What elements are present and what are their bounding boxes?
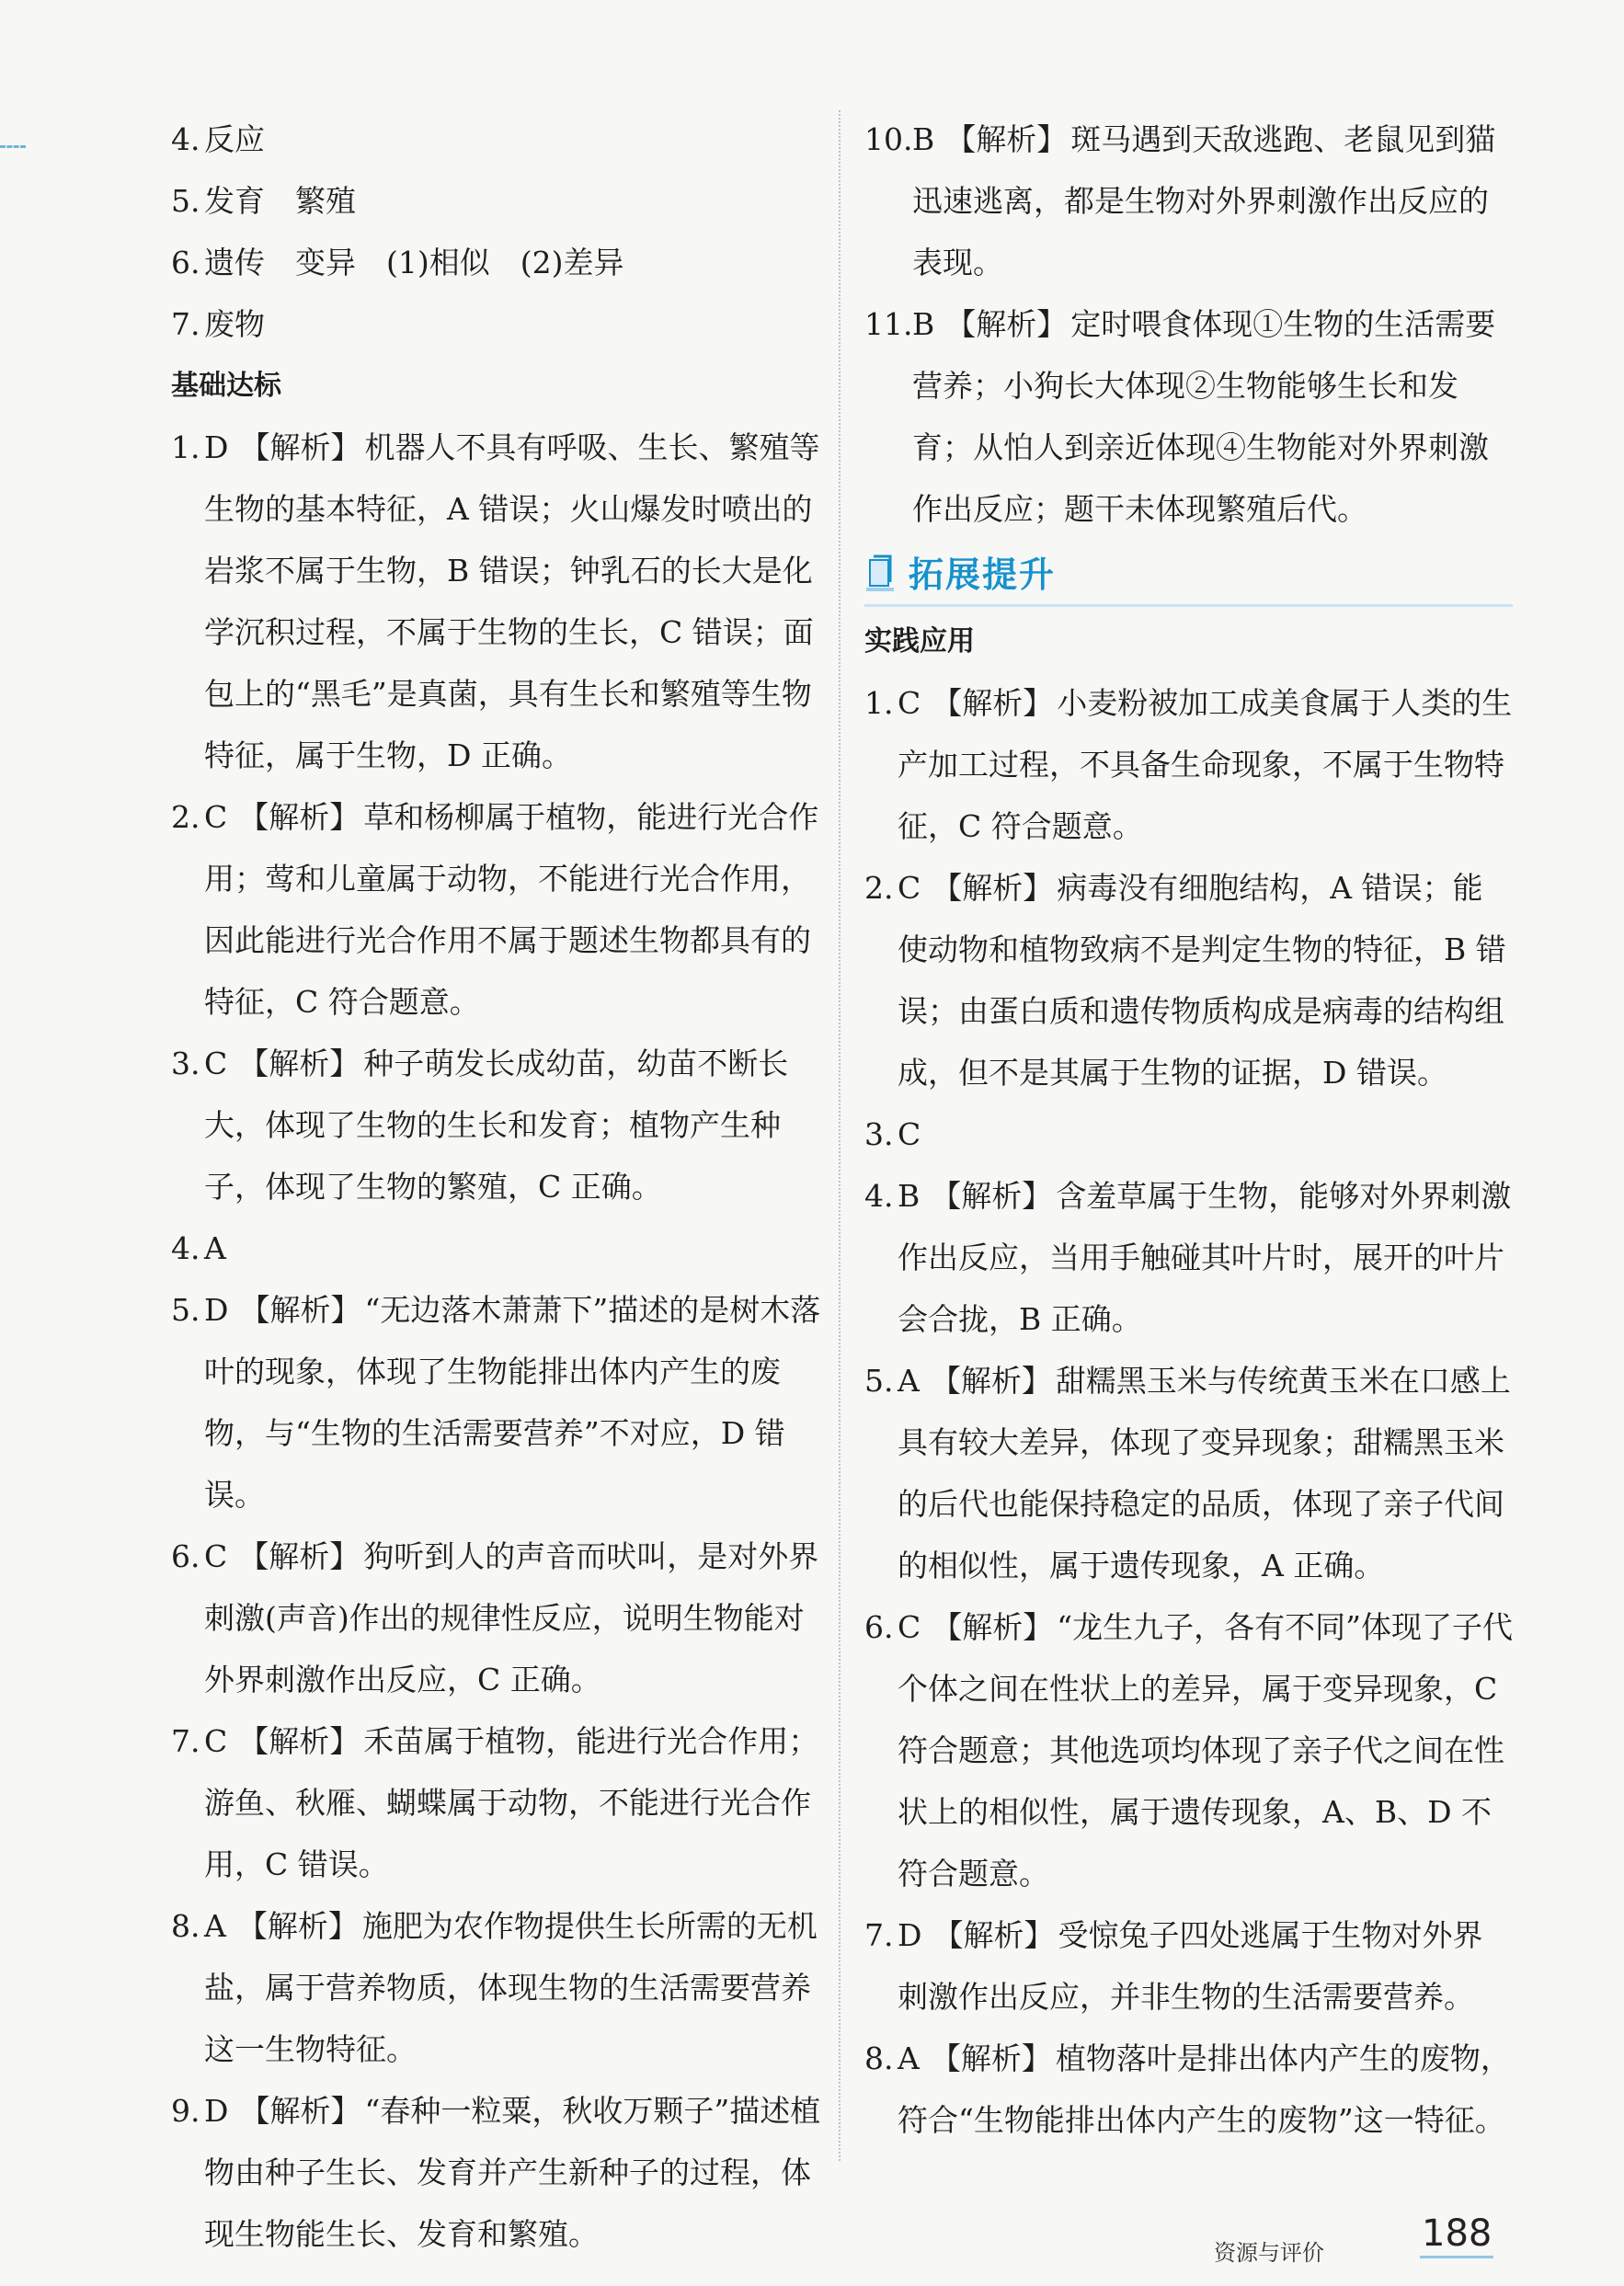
column-divider bbox=[839, 110, 841, 2161]
answer-item: 4. B 【解析】 含羞草属于生物，能够对外界刺激作出反应，当用手触碰其叶片时，展开的叶片会合拢，B 正确。 bbox=[864, 1178, 1512, 1337]
answer-item: 1. C 【解析】 小麦粉被加工成美食属于人类的生产加工过程，不具备生命现象，不属于生物特征，C 符合题意。 bbox=[864, 685, 1513, 844]
left-column bbox=[171, 109, 824, 2265]
page-number: 188 bbox=[1420, 2212, 1493, 2258]
book-page-icon bbox=[866, 554, 894, 593]
answer-item: 7. D 【解析】 受惊兔子四处逃属于生物对外界刺激作出反应，并非生物的生活需要营养。 bbox=[864, 1917, 1483, 2015]
section-title: 拓展提升 bbox=[909, 554, 1057, 595]
answer-item: 5. D 【解析】 “无边落木萧萧下”描述的是树木落叶的现象，体现了生物能排出体内产生的废物，与“生物的生活需要营养”不对应，D 错误。 bbox=[171, 1292, 821, 1513]
answer-item: 4. A bbox=[171, 1230, 226, 1266]
answer-item: 3. C bbox=[864, 1116, 921, 1152]
answer-item: 11. B 【解析】 定时喂食体现①生物的生活需要营养；小狗长大体现②生物能够生长和发育；从怕人到亲近体现④生物能对外界刺激作出反应；题干未体现繁殖后代。 bbox=[864, 306, 1496, 527]
answer-item: 8. A 【解析】 施肥为农作物提供生长所需的无机盐，属于营养物质，体现生物的生活需要营养这一生物特征。 bbox=[171, 1908, 818, 2067]
list-item: 5. 发育 繁殖 bbox=[171, 183, 356, 219]
edge-dash-mark bbox=[0, 145, 26, 148]
answer-item: 7. C 【解析】 禾苗属于植物，能进行光合作用；游鱼、秋雁、蝴蝶属于动物，不能进行光合作用，C 错误。 bbox=[171, 1723, 819, 1882]
answer-item: 2. C 【解析】 草和杨柳属于植物，能进行光合作用；莺和儿童属于动物，不能进行光合作用，因此能进行光合作用不属于题述生物都具有的特征，C 符合题意。 bbox=[171, 799, 819, 1020]
right-column bbox=[864, 109, 1513, 2151]
section-heading: 实践应用 bbox=[864, 625, 975, 657]
list-item: 7. 废物 bbox=[171, 306, 265, 342]
answer-item: 6. C 【解析】 “龙生九子，各有不同”体现了子代个体之间在性状上的差异，属于变异现象，C 符合题意；其他选项均体现了亲子代之间在性状上的相似性，属于遗传现象，A、B、D 不符合题意。 bbox=[864, 1609, 1513, 1892]
answer-item: 10. B 【解析】 斑马遇到天敌逃跑、老鼠见到猫迅速逃离，都是生物对外界刺激作出反应的表现。 bbox=[864, 121, 1496, 280]
section-banner bbox=[864, 547, 1513, 607]
footer-label: 资源与评价 bbox=[1214, 2240, 1324, 2266]
answer-item: 2. C 【解析】 病毒没有细胞结构，A 错误；能使动物和植物致病不是判定生物的特征，B 错误；由蛋白质和遗传物质构成是病毒的结构组成，但不是其属于生物的证据，D 错误。 bbox=[864, 870, 1506, 1091]
section-heading: 基础达标 bbox=[171, 370, 281, 402]
answer-item: 5. A 【解析】 甜糯黑玉米与传统黄玉米在口感上具有较大差异，体现了变异现象；甜糯黑玉米的后代也能保持稳定的品质，体现了亲子代间的相似性，属于遗传现象，A 正确。 bbox=[864, 1363, 1511, 1583]
answer-item: 3. C 【解析】 种子萌发长成幼苗，幼苗不断长大，体现了生物的生长和发育；植物产生种子，体现了生物的繁殖，C 正确。 bbox=[171, 1046, 789, 1205]
answer-item: 9. D 【解析】 “春种一粒粟，秋收万颗子”描述植物由种子生长、发育并产生新种子的过程，体现生物能生长、发育和繁殖。 bbox=[171, 2093, 821, 2252]
answer-item: 6. C 【解析】 狗听到人的声音而吠叫，是对外界刺激(声音)作出的规律性反应，说明生物能对外界刺激作出反应，C 正确。 bbox=[171, 1538, 819, 1697]
answer-item: 1. D 【解析】 机器人不具有呼吸、生长、繁殖等生物的基本特征，A 错误；火山爆发时喷出的岩浆不属于生物，B 错误；钟乳石的长大是化学沉积过程，不属于生物的生长，C 错误；面包上的“黑毛”是真菌，具有生长和繁殖等生物特征，属于生物，D 正确。 bbox=[171, 429, 820, 773]
list-item: 4. 反应 bbox=[171, 121, 265, 157]
answer-item: 8. A 【解析】 植物落叶是排出体内产生的废物，符合“生物能排出体内产生的废物”这一特征。 bbox=[864, 2040, 1511, 2138]
list-item: 6. 遗传 变异 (1)相似 (2)差异 bbox=[171, 245, 624, 280]
